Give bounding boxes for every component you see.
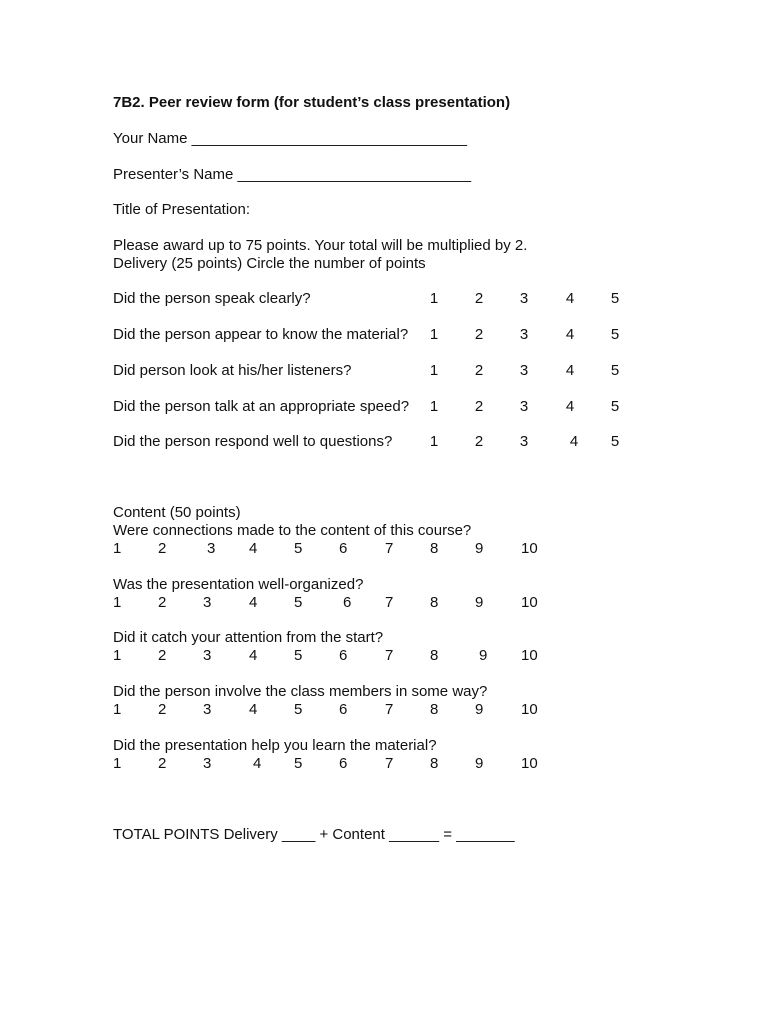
content-scale-row xyxy=(113,540,553,558)
content-heading: Content (50 points) xyxy=(113,504,241,521)
score-option-4[interactable]: 4 xyxy=(249,647,258,664)
form-title: 7B2. Peer review form (for student’s class presentation) xyxy=(113,94,511,111)
rating-option-4[interactable]: 4 xyxy=(565,326,575,343)
rating-option-4[interactable]: 4 xyxy=(565,398,575,415)
score-option-5[interactable]: 5 xyxy=(294,594,303,611)
score-option-8[interactable]: 8 xyxy=(430,755,439,772)
score-option-7[interactable]: 7 xyxy=(385,594,394,611)
delivery-question-text: Did the person speak clearly? xyxy=(113,290,311,307)
score-option-10[interactable]: 10 xyxy=(521,540,538,557)
content-scale-row xyxy=(113,701,553,719)
score-option-9[interactable]: 9 xyxy=(479,647,488,664)
your-name-field[interactable]: Your Name _________________________________ xyxy=(113,130,467,147)
delivery-question-row xyxy=(113,326,633,344)
rating-option-4[interactable]: 4 xyxy=(565,362,575,379)
rating-option-3[interactable]: 3 xyxy=(519,433,529,450)
rating-option-1[interactable]: 1 xyxy=(429,398,439,415)
content-scale-row xyxy=(113,594,553,612)
rating-option-4[interactable]: 4 xyxy=(565,290,575,307)
rating-option-4[interactable]: 4 xyxy=(569,433,579,450)
score-option-3[interactable]: 3 xyxy=(203,647,212,664)
rating-option-5[interactable]: 5 xyxy=(610,326,620,343)
delivery-question-row xyxy=(113,398,633,416)
score-option-8[interactable]: 8 xyxy=(430,540,439,557)
content-question-text: Were connections made to the content of this course? xyxy=(113,522,472,539)
rating-option-2[interactable]: 2 xyxy=(474,433,484,450)
content-scale-row xyxy=(113,647,553,665)
score-option-2[interactable]: 2 xyxy=(158,755,167,772)
score-option-1[interactable]: 1 xyxy=(113,755,122,772)
score-option-1[interactable]: 1 xyxy=(113,540,122,557)
score-option-7[interactable]: 7 xyxy=(385,540,394,557)
score-option-5[interactable]: 5 xyxy=(294,755,303,772)
presenter-name-field[interactable]: Presenter’s Name ____________________________ xyxy=(113,166,472,183)
content-question-text: Did it catch your attention from the start? xyxy=(113,629,384,646)
rating-option-1[interactable]: 1 xyxy=(429,290,439,307)
score-option-4[interactable]: 4 xyxy=(249,701,258,718)
rating-option-2[interactable]: 2 xyxy=(474,290,484,307)
rating-option-1[interactable]: 1 xyxy=(429,326,439,343)
score-option-5[interactable]: 5 xyxy=(294,647,303,664)
score-option-3[interactable]: 3 xyxy=(203,594,212,611)
score-option-9[interactable]: 9 xyxy=(475,594,484,611)
rating-option-5[interactable]: 5 xyxy=(610,290,620,307)
content-scale-row xyxy=(113,755,553,773)
score-option-9[interactable]: 9 xyxy=(475,540,484,557)
total-points-line[interactable]: TOTAL POINTS Delivery ____ + Content ______ = _______ xyxy=(113,826,515,843)
delivery-heading: Delivery (25 points) Circle the number of points xyxy=(113,255,426,272)
score-option-8[interactable]: 8 xyxy=(430,594,439,611)
score-option-5[interactable]: 5 xyxy=(294,540,303,557)
score-option-9[interactable]: 9 xyxy=(475,701,484,718)
score-option-6[interactable]: 6 xyxy=(339,755,348,772)
rating-option-2[interactable]: 2 xyxy=(474,398,484,415)
rating-option-3[interactable]: 3 xyxy=(519,326,529,343)
score-option-8[interactable]: 8 xyxy=(430,701,439,718)
score-option-10[interactable]: 10 xyxy=(521,755,538,772)
delivery-question-text: Did the person respond well to questions? xyxy=(113,433,393,450)
score-option-4[interactable]: 4 xyxy=(253,755,262,772)
score-option-7[interactable]: 7 xyxy=(385,647,394,664)
score-option-2[interactable]: 2 xyxy=(158,594,167,611)
content-question-text: Did the person involve the class members in some way? xyxy=(113,683,488,700)
score-option-4[interactable]: 4 xyxy=(249,594,258,611)
score-option-6[interactable]: 6 xyxy=(339,540,348,557)
score-option-1[interactable]: 1 xyxy=(113,701,122,718)
rating-option-3[interactable]: 3 xyxy=(519,362,529,379)
score-option-1[interactable]: 1 xyxy=(113,594,122,611)
rating-option-3[interactable]: 3 xyxy=(519,398,529,415)
rating-option-3[interactable]: 3 xyxy=(519,290,529,307)
score-option-3[interactable]: 3 xyxy=(203,755,212,772)
score-option-2[interactable]: 2 xyxy=(158,701,167,718)
score-option-9[interactable]: 9 xyxy=(475,755,484,772)
content-question-text: Did the presentation help you learn the material? xyxy=(113,737,437,754)
delivery-question-row xyxy=(113,433,633,451)
score-option-6[interactable]: 6 xyxy=(343,594,352,611)
score-option-6[interactable]: 6 xyxy=(339,647,348,664)
presentation-title-label: Title of Presentation: xyxy=(113,201,251,218)
delivery-question-text: Did the person talk at an appropriate speed? xyxy=(113,398,410,415)
score-option-1[interactable]: 1 xyxy=(113,647,122,664)
score-option-7[interactable]: 7 xyxy=(385,701,394,718)
delivery-question-row xyxy=(113,290,633,308)
score-option-10[interactable]: 10 xyxy=(521,594,538,611)
rating-option-1[interactable]: 1 xyxy=(429,362,439,379)
score-option-6[interactable]: 6 xyxy=(339,701,348,718)
score-option-5[interactable]: 5 xyxy=(294,701,303,718)
content-question-text: Was the presentation well-organized? xyxy=(113,576,364,593)
rating-option-5[interactable]: 5 xyxy=(610,398,620,415)
score-option-8[interactable]: 8 xyxy=(430,647,439,664)
rating-option-2[interactable]: 2 xyxy=(474,362,484,379)
score-option-10[interactable]: 10 xyxy=(521,701,538,718)
score-option-2[interactable]: 2 xyxy=(158,647,167,664)
instructions-text: Please award up to 75 points. Your total will be multiplied by 2. xyxy=(113,237,528,254)
score-option-7[interactable]: 7 xyxy=(385,755,394,772)
delivery-question-row xyxy=(113,362,633,380)
score-option-3[interactable]: 3 xyxy=(203,701,212,718)
score-option-3[interactable]: 3 xyxy=(207,540,216,557)
delivery-question-text: Did person look at his/her listeners? xyxy=(113,362,352,379)
rating-option-5[interactable]: 5 xyxy=(610,433,620,450)
score-option-4[interactable]: 4 xyxy=(249,540,258,557)
score-option-2[interactable]: 2 xyxy=(158,540,167,557)
rating-option-1[interactable]: 1 xyxy=(429,433,439,450)
rating-option-2[interactable]: 2 xyxy=(474,326,484,343)
score-option-10[interactable]: 10 xyxy=(521,647,538,664)
rating-option-5[interactable]: 5 xyxy=(610,362,620,379)
delivery-question-text: Did the person appear to know the material? xyxy=(113,326,409,343)
